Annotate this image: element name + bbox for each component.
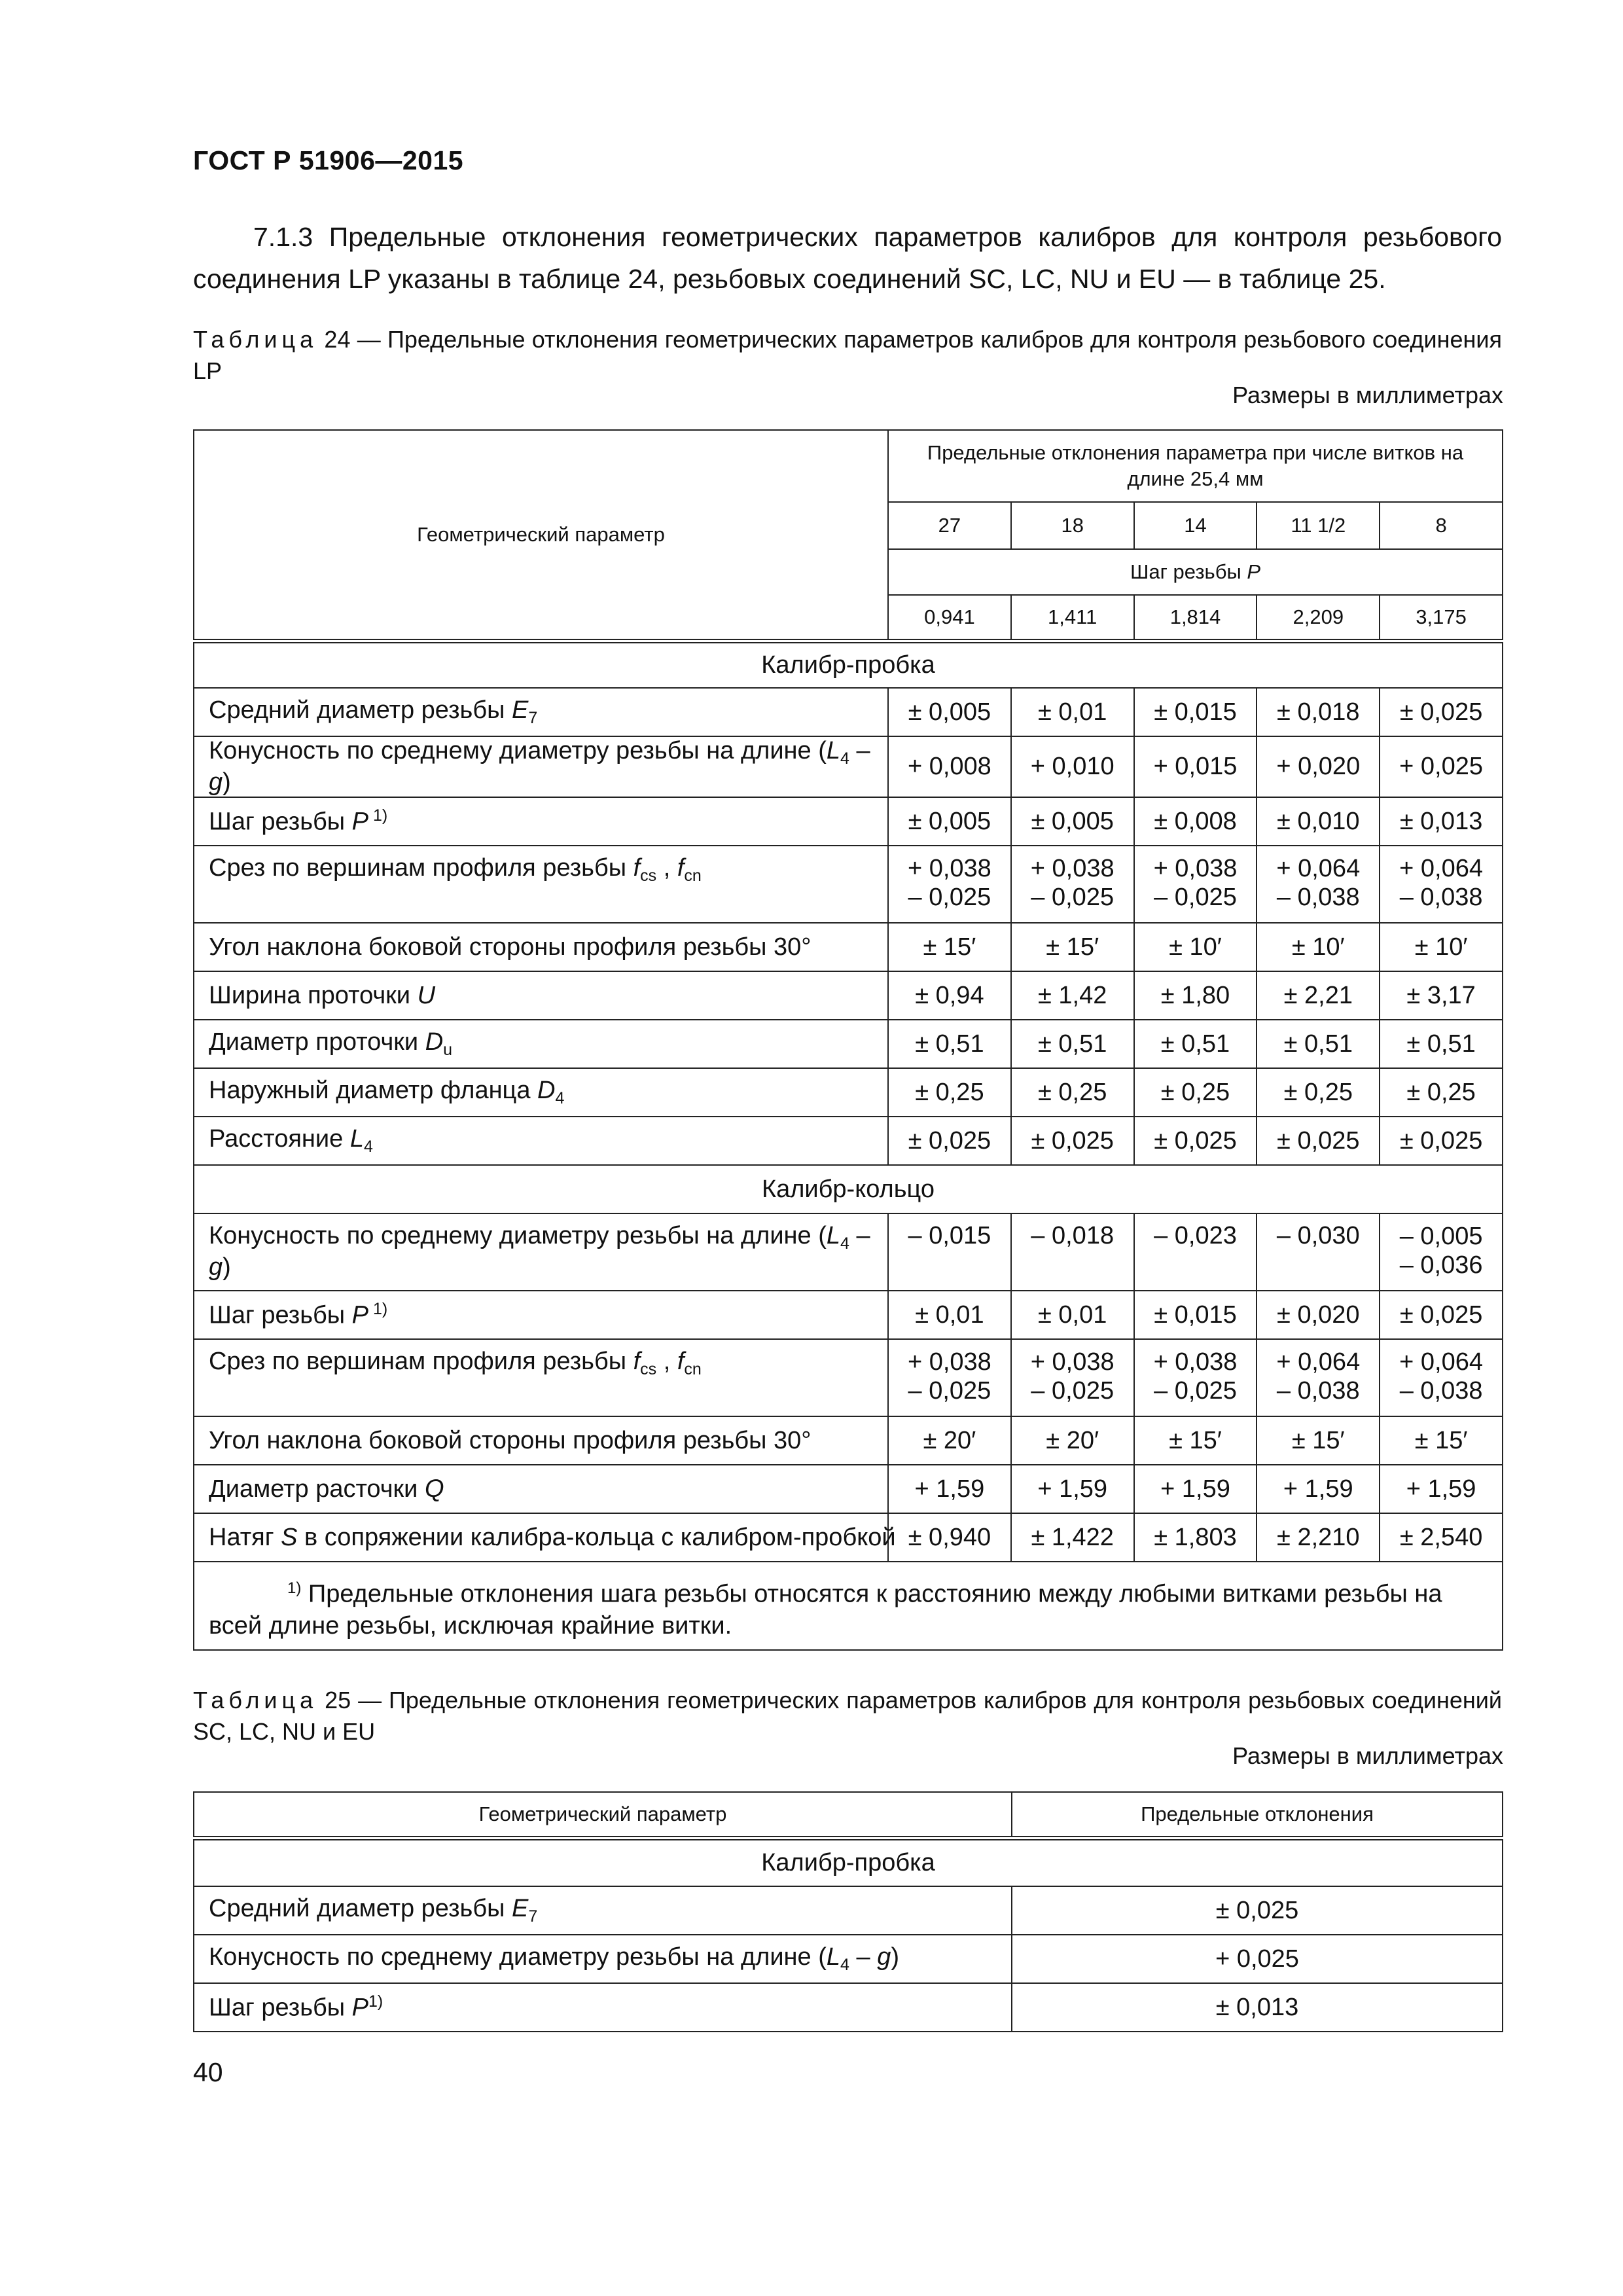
value-cell: ± 0,010 [1257,797,1380,846]
param-subscript: 7 [528,1907,538,1926]
value-cell: ± 3,17 [1380,971,1503,1020]
param-name: Средний диаметр резьбы [209,1895,512,1922]
param-cell [194,1339,888,1416]
value-cell: + 0,008 [888,736,1011,797]
param-name: Диаметр проточки [209,1028,425,1056]
table-row [194,1935,1503,1983]
table25-col-dev: Предельные отклонения [1012,1792,1503,1838]
table-row [194,1068,1503,1117]
param-symbol: f [633,1348,641,1375]
value-cell: ± 0,01 [1011,688,1134,736]
value-cell: ± 0,015 [1134,1291,1257,1339]
param-subscript: cs [640,1360,657,1378]
value-upper: + 0,064 [1399,855,1484,882]
param-cell [194,736,888,797]
param-symbol: f [633,854,641,882]
value-cell: ± 0,25 [1134,1068,1257,1117]
value-cell: + 0,025 [1380,736,1503,797]
param-symbol: S [281,1523,298,1551]
value-cell [1380,846,1503,923]
section-ring: Калибр-кольцо [194,1165,1503,1213]
param-text: ) [891,1943,899,1971]
value-cell [1134,1339,1257,1416]
param-symbol: Q [424,1475,444,1503]
param-name: Шаг резьбы [209,1301,352,1329]
table24-caption-label: Таблица [193,326,318,353]
param-symbol: D [425,1028,444,1056]
param-name: Срез по вершинам профиля резьбы [209,1348,633,1375]
turns-cell: 11 1/2 [1257,502,1380,549]
table24 [193,429,1503,1651]
value-cell: ± 1,803 [1134,1513,1257,1562]
value-cell: ± 0,025 [888,1117,1011,1165]
value-cell: ± 0,025 [1011,1117,1134,1165]
value-lower: – 0,025 [1154,884,1237,911]
value-cell: ± 0,020 [1257,1291,1380,1339]
value-lower: – 0,025 [1031,884,1115,911]
table-row [194,1291,1503,1339]
pitch-symbol: P [1247,560,1261,583]
table-row [194,1513,1503,1562]
value-upper: + 0,038 [1030,1348,1115,1376]
param-name: Шаг резьбы [209,1994,352,2022]
value-cell: ± 15′ [1011,923,1134,971]
table-row [194,1886,1503,1935]
param-cell [194,1465,888,1513]
value-upper: + 0,038 [907,1348,991,1376]
table-row [194,1416,1503,1465]
value-cell [1257,846,1380,923]
value-cell: ± 0,005 [888,797,1011,846]
pitch-cell: 3,175 [1380,595,1503,641]
pitch-cell: 1,814 [1134,595,1257,641]
param-symbol: E [511,696,529,724]
value-cell: ± 10′ [1257,923,1380,971]
value-cell: ± 0,51 [888,1020,1011,1068]
pitch-label-text: Шаг резьбы [1130,560,1247,583]
param-name: Натяг [209,1523,281,1551]
table24-caption [193,324,1502,387]
value-cell: – 0,018 [1011,1213,1134,1291]
value-cell: ± 15′ [888,923,1011,971]
pitch-cell: 1,411 [1011,595,1134,641]
param-text: в сопряжении калибра-кольца с калибром-пробкой [297,1523,896,1551]
value-lower: – 0,025 [1031,1377,1115,1405]
pitch-cell: 2,209 [1257,595,1380,641]
pitch-label [888,549,1503,595]
param-symbol: D [537,1077,556,1104]
value-cell: ± 0,51 [1011,1020,1134,1068]
table24-col-group: Предельные отклонения параметра при числе витков на длине 25,4 мм [888,430,1503,502]
value-cell: ± 0,025 [1380,688,1503,736]
value-cell [1134,846,1257,923]
param-subscript: 4 [840,749,849,768]
param-subscript: 4 [363,1138,373,1156]
param-text: , [656,854,677,882]
value-lower: – 0,025 [908,1377,991,1405]
value-cell: ± 0,01 [888,1291,1011,1339]
value-cell: ± 10′ [1134,923,1257,971]
value-cell: ± 0,025 [1257,1117,1380,1165]
value-cell: ± 0,025 [1380,1291,1503,1339]
param-name: Шаг резьбы [209,808,352,836]
value-cell: – 0,015 [888,1213,1011,1291]
value-cell: ± 0,015 [1134,688,1257,736]
value-cell: ± 2,21 [1257,971,1380,1020]
value-cell [888,846,1011,923]
value-cell: ± 1,80 [1134,971,1257,1020]
table25-caption-label: Таблица [193,1687,318,1713]
value-cell: ± 0,94 [888,971,1011,1020]
value-cell: ± 0,51 [1380,1020,1503,1068]
value-upper: + 0,064 [1276,1348,1361,1376]
footnote-mark: 1) [287,1579,302,1597]
value-cell: ± 0,51 [1257,1020,1380,1068]
value-cell: – 0,030 [1257,1213,1380,1291]
table-row [194,1213,1503,1291]
param-cell [194,846,888,923]
turns-cell: 18 [1011,502,1134,549]
table25-col-param: Геометрический параметр [194,1792,1012,1838]
param-name: Конусность по среднему диаметру резьбы на длине ( [209,1222,827,1249]
param-symbol: P [351,1994,369,2022]
value-cell: ± 0,25 [1257,1068,1380,1117]
table-row [194,1983,1503,2032]
param-name: Диаметр расточки [209,1475,425,1503]
param-symbol: g [209,1253,223,1281]
footnote-text: Предельные отклонения шага резьбы относятся к расстоянию между любыми витками резьбы на всей длине резьбы, исключая крайние витки. [209,1580,1442,1640]
value-upper: + 0,038 [1153,1348,1238,1376]
table25 [193,1791,1503,2032]
param-text: – [849,737,870,764]
value-cell: ± 0,005 [1011,797,1134,846]
param-subscript: cs [640,867,657,885]
value-upper: + 0,038 [907,855,991,882]
value-cell: ± 0,025 [1012,1886,1503,1935]
value-cell [888,1339,1011,1416]
value-upper: + 0,038 [1153,855,1238,882]
value-upper: + 0,038 [1030,855,1115,882]
value-cell: ± 15′ [1134,1416,1257,1465]
value-cell [1257,1339,1380,1416]
param-name: Расстояние [209,1125,350,1153]
table25-caption-text: 25 — Предельные отклонения геометрических параметров калибров для контроля резьбовых соединений SC, LC, NU и EU [193,1687,1502,1745]
param-subscript: cn [684,867,702,885]
param-symbol: U [417,981,436,1009]
value-upper: + 0,064 [1399,1348,1484,1376]
param-cell [194,1068,888,1117]
param-symbol: L [349,1125,364,1153]
value-cell: ± 10′ [1380,923,1503,971]
table24-units: Размеры в миллиметрах [1232,382,1503,408]
value-cell: ± 2,540 [1380,1513,1503,1562]
table25-units: Размеры в миллиметрах [1232,1742,1503,1769]
param-text: – [849,1222,870,1249]
table-row [194,688,1503,736]
table-row [194,923,1503,971]
param-subscript: u [443,1041,453,1059]
param-symbol: g [877,1943,891,1971]
table24-caption-text: 24 — Предельные отклонения геометрических параметров калибров для контроля резьбового соединения LP [193,326,1502,384]
value-lower: – 0,038 [1399,1377,1483,1405]
value-cell [1011,846,1134,923]
param-text: ) [223,768,231,796]
value-lower: – 0,036 [1399,1251,1483,1279]
param-symbol: E [511,1895,529,1922]
param-cell [194,1983,1012,2032]
table24-col-param: Геометрический параметр [194,430,888,641]
value-cell [1380,1339,1503,1416]
value-lower: – 0,025 [1154,1377,1237,1405]
turns-cell: 27 [888,502,1011,549]
pitch-cell: 0,941 [888,595,1011,641]
param-symbol: f [677,1348,685,1375]
value-cell: ± 0,008 [1134,797,1257,846]
param-cell: Угол наклона боковой стороны профиля резьбы 30° [194,1416,888,1465]
value-cell: ± 0,25 [1011,1068,1134,1117]
page-number: 40 [193,2057,223,2087]
param-cell [194,971,888,1020]
value-lower: – 0,038 [1276,1377,1360,1405]
document-header: ГОСТ Р 51906—2015 [193,145,464,175]
table24-footnote [194,1562,1503,1650]
value-cell: + 1,59 [1011,1465,1134,1513]
param-symbol: f [677,854,685,882]
table25-caption [193,1685,1502,1748]
value-cell: – 0,023 [1134,1213,1257,1291]
value-cell: ± 0,940 [888,1513,1011,1562]
value-lower: – 0,038 [1399,884,1483,911]
table-row [194,1339,1503,1416]
value-cell: ± 0,025 [1134,1117,1257,1165]
value-lower: – 0,025 [908,884,991,911]
table-row [194,846,1503,923]
value-cell: + 0,020 [1257,736,1380,797]
value-cell: ± 20′ [1011,1416,1134,1465]
table-row [194,736,1503,797]
param-cell [194,1117,888,1165]
param-name: Средний диаметр резьбы [209,696,512,724]
value-upper: + 0,064 [1276,855,1361,882]
table-row [194,1465,1503,1513]
value-cell: ± 20′ [888,1416,1011,1465]
value-cell: ± 0,013 [1012,1983,1503,2032]
value-cell: ± 15′ [1380,1416,1503,1465]
footnote-ref: 1) [368,806,388,825]
value-upper: – 0,005 [1399,1223,1483,1250]
param-cell [194,1213,888,1291]
param-symbol: L [826,1943,841,1971]
footnote-ref: 1) [368,1300,388,1319]
value-cell: + 1,59 [888,1465,1011,1513]
param-text: ) [223,1253,231,1281]
param-name: Конусность по среднему диаметру резьбы на длине ( [209,1943,827,1971]
param-cell [194,688,888,736]
turns-cell: 8 [1380,502,1503,549]
param-subscript: cn [684,1360,702,1378]
value-cell: ± 0,005 [888,688,1011,736]
value-cell: + 1,59 [1134,1465,1257,1513]
param-symbol: L [826,1222,841,1249]
value-cell: ± 0,01 [1011,1291,1134,1339]
param-text: , [656,1348,677,1375]
param-name: Ширина проточки [209,981,418,1009]
value-cell: ± 0,013 [1380,797,1503,846]
value-cell [1011,1339,1134,1416]
param-subscript: 4 [840,1956,849,1974]
table-row [194,1117,1503,1165]
value-cell: + 0,025 [1012,1935,1503,1983]
param-cell [194,1513,896,1562]
value-cell: + 0,015 [1134,736,1257,797]
value-cell: ± 0,025 [1380,1117,1503,1165]
param-name: Конусность по среднему диаметру резьбы на длине ( [209,737,827,764]
value-lower: – 0,038 [1276,884,1360,911]
value-cell: ± 2,210 [1257,1513,1380,1562]
table-row [194,797,1503,846]
param-symbol: g [209,768,223,796]
value-cell [1380,1213,1503,1291]
value-cell: ± 0,25 [888,1068,1011,1117]
value-cell: + 0,010 [1011,736,1134,797]
param-cell [194,1935,1012,1983]
value-cell: ± 1,42 [1011,971,1134,1020]
param-cell: Угол наклона боковой стороны профиля резьбы 30° [194,923,888,971]
footnote-ref: 1) [368,1992,383,2011]
param-subscript: 4 [840,1234,849,1253]
value-cell: ± 1,422 [1011,1513,1134,1562]
param-symbol: P [351,808,369,836]
value-cell: + 1,59 [1380,1465,1503,1513]
param-cell [194,1291,888,1339]
paragraph-7-1-3: 7.1.3 Предельные отклонения геометрических параметров калибров для контроля резьбового соединения LP указаны в таблице 24, резьбовых соединений SC, LC, NU и EU — в таблице 25. [193,222,1502,294]
param-symbol: P [351,1301,369,1329]
param-subscript: 7 [528,709,538,727]
table-row [194,971,1503,1020]
param-cell [194,1020,888,1068]
param-cell [194,1886,1012,1935]
param-subscript: 4 [555,1089,565,1107]
param-name: Наружный диаметр фланца [209,1077,538,1104]
turns-cell: 14 [1134,502,1257,549]
param-text: – [849,1943,878,1971]
param-cell [194,797,888,846]
table-row [194,1020,1503,1068]
value-cell: ± 0,018 [1257,688,1380,736]
value-cell: + 1,59 [1257,1465,1380,1513]
section-plug: Калибр-пробка [194,1838,1503,1886]
value-cell: ± 15′ [1257,1416,1380,1465]
param-name: Срез по вершинам профиля резьбы [209,854,633,882]
param-symbol: L [826,737,841,764]
value-cell: ± 0,25 [1380,1068,1503,1117]
section-plug: Калибр-пробка [194,641,1503,688]
value-cell: ± 0,51 [1134,1020,1257,1068]
